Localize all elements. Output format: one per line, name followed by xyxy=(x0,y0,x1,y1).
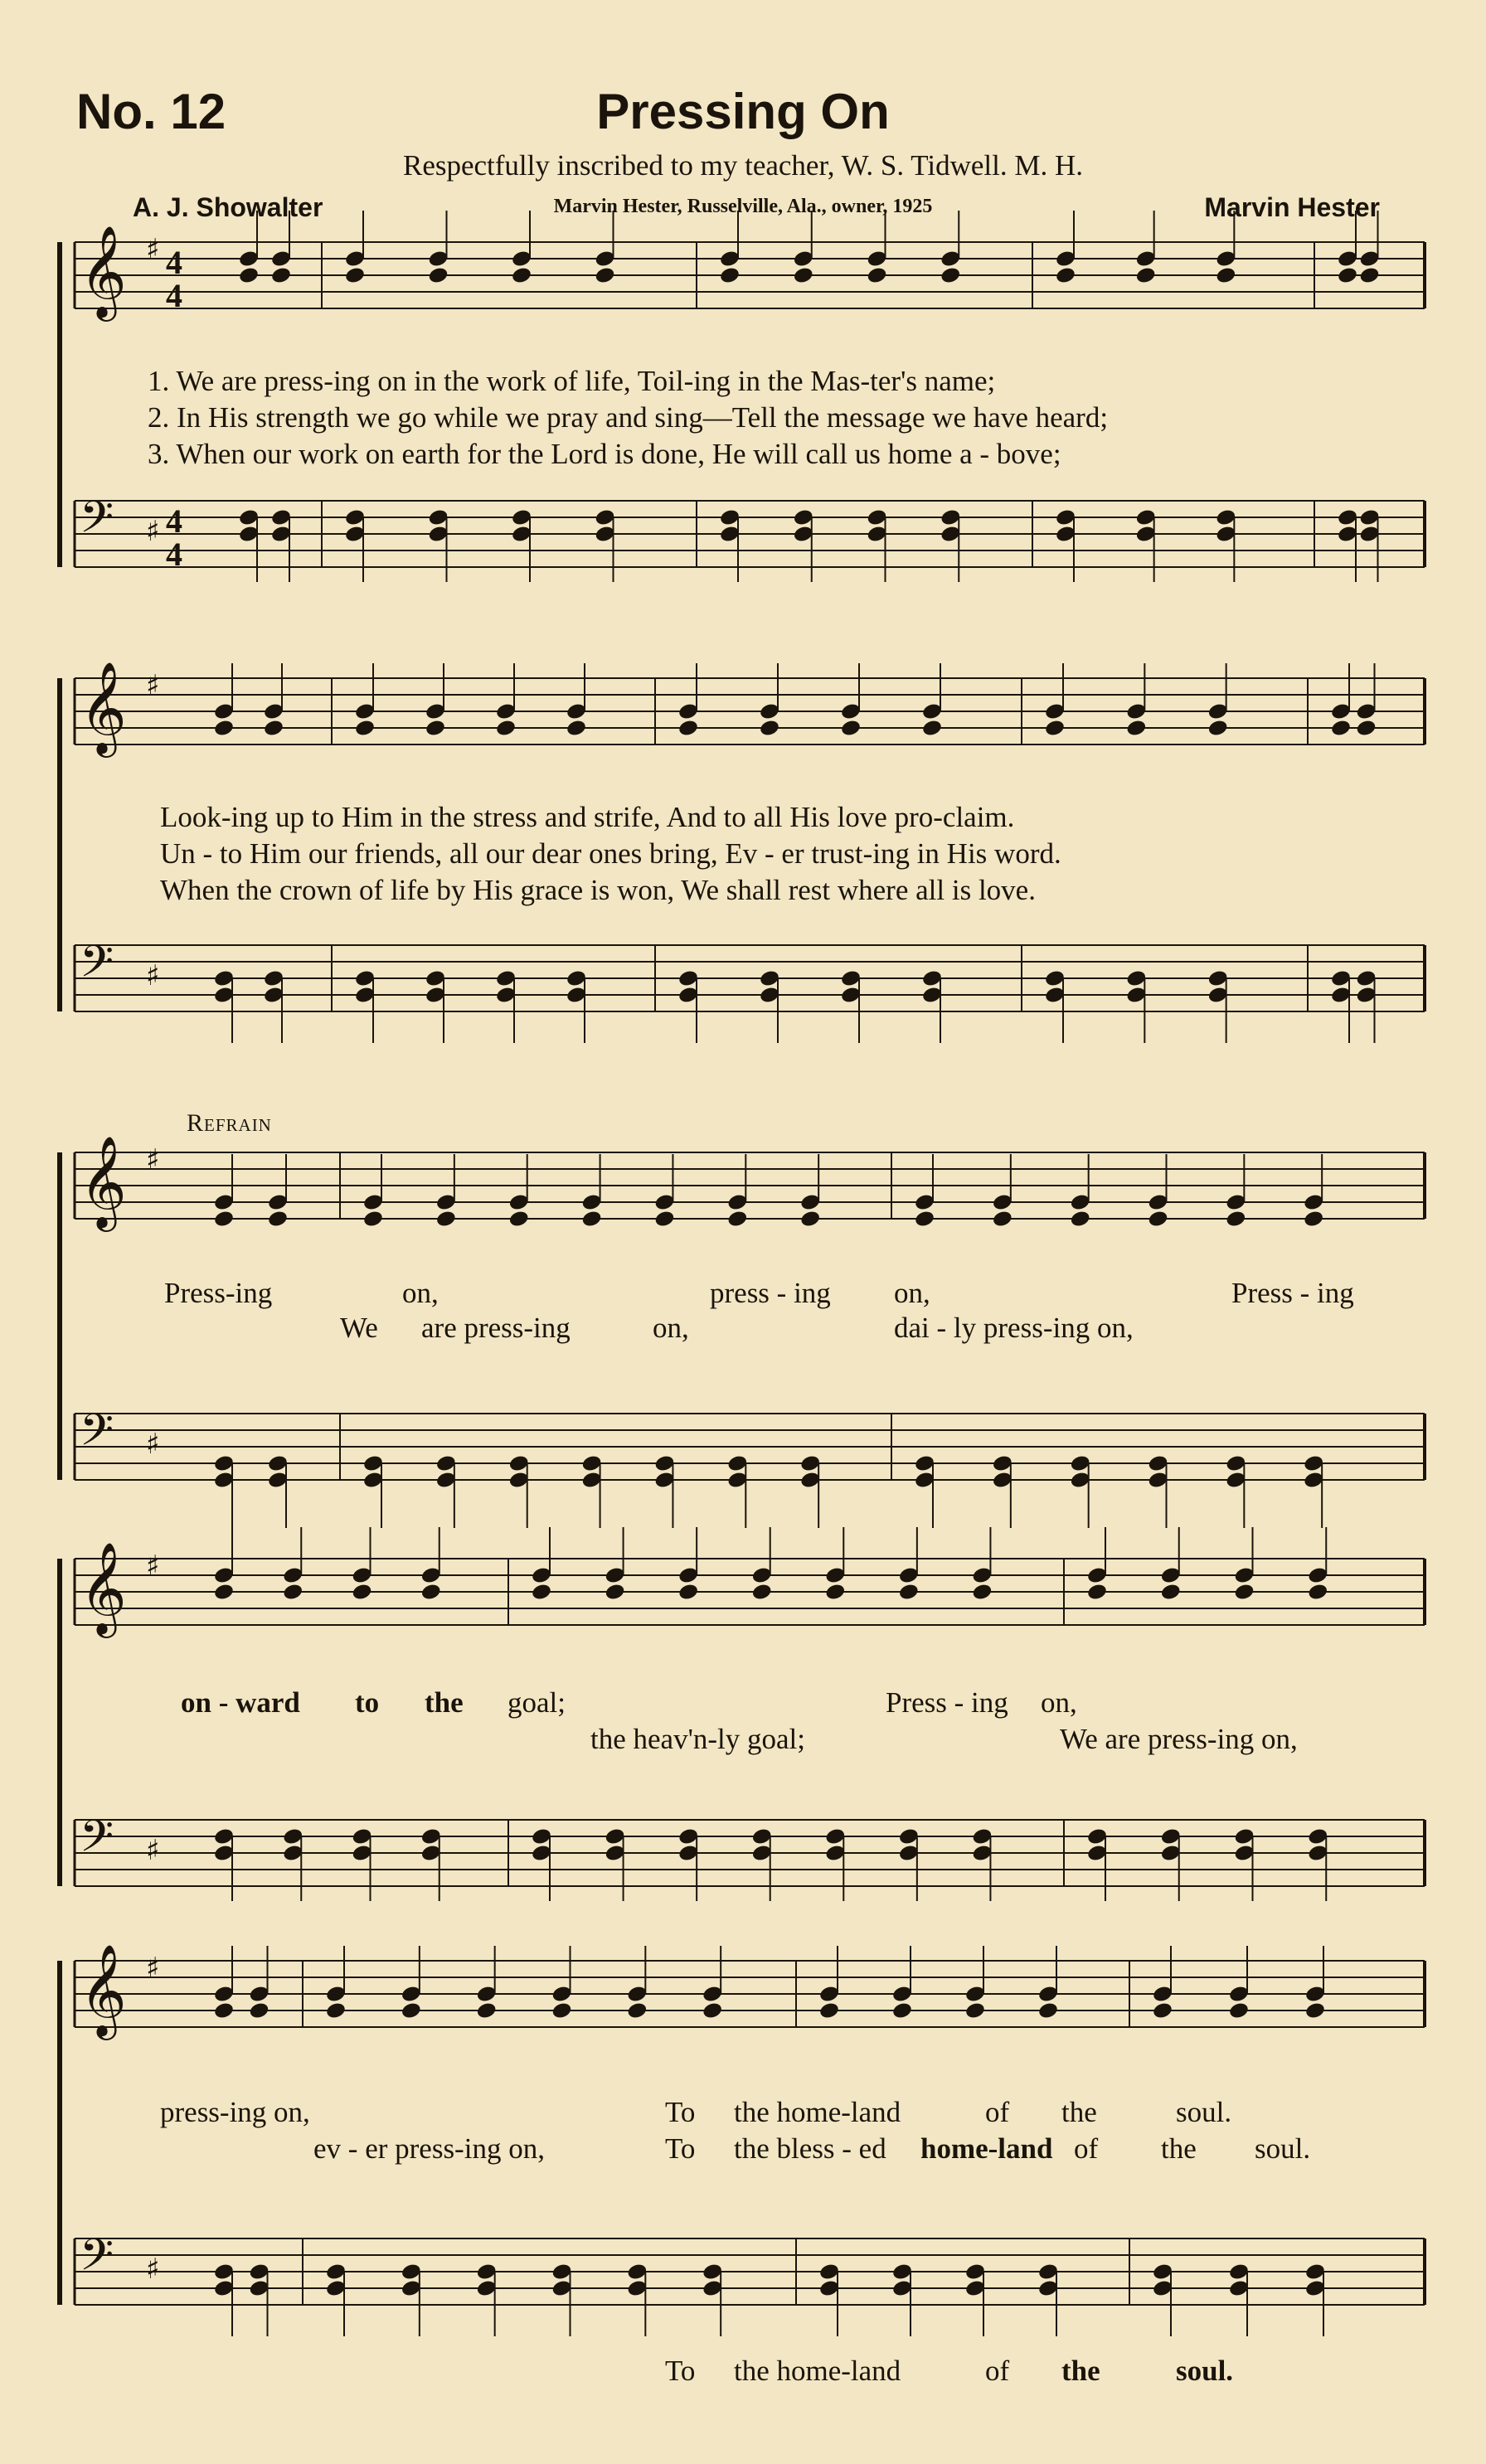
refrain-1-lower-3: on, xyxy=(653,1312,689,1344)
verse-2-line-2: Un - to Him our friends, all our dear ones bring, Ev - er trust-ing in His word. xyxy=(160,837,1061,870)
notehead xyxy=(476,2001,498,2020)
refrain-bass-5: soul. xyxy=(1176,2355,1234,2387)
refrain-3-lower-1: ev - er press-ing on, xyxy=(313,2132,545,2165)
notehead xyxy=(435,1210,457,1229)
verse-1-line-1: 1. We are press-ing on in the work of life, Toil-ing in the Mas-ter's name; xyxy=(148,365,996,397)
bass-clef-icon: 𝄢 xyxy=(80,2230,114,2292)
hymn-number: No. 12 xyxy=(76,84,226,139)
refrain-3-upper-3: the home-land xyxy=(734,2096,901,2128)
notehead xyxy=(759,719,780,738)
notehead xyxy=(940,266,961,285)
refrain-3-lower-5: of xyxy=(1074,2132,1099,2165)
refrain-bass-1: To xyxy=(665,2355,696,2387)
notehead xyxy=(914,1210,935,1229)
verse-1-line-2: Look-ing up to Him in the stress and strife, And to all His love pro-claim. xyxy=(160,801,1015,833)
notehead xyxy=(580,1210,602,1229)
hymn-title: Pressing On xyxy=(596,84,890,139)
notehead xyxy=(531,1583,552,1602)
notehead xyxy=(213,719,235,738)
verse-2-line-1: 2. In His strength we go while we pray and sing—Tell the message we have heard; xyxy=(148,401,1109,434)
refrain-2-upper-1: on - ward xyxy=(181,1686,300,1719)
notehead xyxy=(401,2001,422,2020)
notehead xyxy=(653,1210,675,1229)
notehead xyxy=(1337,266,1358,285)
notehead xyxy=(427,266,449,285)
notehead xyxy=(354,719,376,738)
refrain-3-lower-7: soul. xyxy=(1255,2132,1311,2165)
notehead xyxy=(594,266,615,285)
bass-clef-icon: 𝄢 xyxy=(80,492,114,554)
refrain-3-upper-5: the xyxy=(1061,2096,1097,2128)
notehead xyxy=(420,1583,442,1602)
refrain-2-upper-2: to xyxy=(355,1686,380,1719)
verse-3-line-1: 3. When our work on earth for the Lord is done, He will call us home a - bove; xyxy=(148,438,1061,470)
refrain-2-lower-2: We are press-ing on, xyxy=(1060,1723,1298,1755)
refrain-1-lower-4: dai - ly press-ing on, xyxy=(894,1312,1134,1344)
refrain-3-upper-4: of xyxy=(985,2096,1010,2128)
treble-clef-icon: 𝄞 xyxy=(80,1541,127,1634)
refrain-3-lower-2: To xyxy=(665,2132,696,2165)
treble-clef-icon: 𝄞 xyxy=(80,661,127,754)
bass-clef-icon: 𝄢 xyxy=(80,1405,114,1467)
notehead xyxy=(213,1583,235,1602)
sharp-icon: ♯ xyxy=(146,1834,160,1867)
notehead xyxy=(495,719,517,738)
notehead xyxy=(799,1210,821,1229)
notehead xyxy=(1228,2001,1250,2020)
notehead xyxy=(1125,719,1147,738)
notehead xyxy=(263,719,284,738)
notehead xyxy=(818,2001,840,2020)
notehead xyxy=(824,1583,846,1602)
verse-3-line-2: When the crown of life by His grace is won, We shall rest where all is love. xyxy=(160,874,1036,906)
notehead xyxy=(1225,1210,1246,1229)
refrain-bass-3: of xyxy=(985,2355,1010,2387)
notehead xyxy=(1147,1210,1168,1229)
notehead xyxy=(351,1583,372,1602)
refrain-3-upper-1: press-ing on, xyxy=(160,2096,310,2128)
notehead xyxy=(1304,2001,1326,2020)
notehead xyxy=(971,1583,993,1602)
notehead xyxy=(1215,266,1236,285)
notehead xyxy=(344,266,366,285)
sharp-icon: ♯ xyxy=(146,669,160,702)
refrain-3-lower-3: the bless - ed xyxy=(734,2132,886,2165)
refrain-2-upper-6: on, xyxy=(1041,1686,1077,1719)
refrain-1-upper-1: Press-ing xyxy=(164,1277,273,1309)
notehead xyxy=(248,2001,270,2020)
refrain-bass-4: the xyxy=(1061,2355,1100,2387)
refrain-1-lower-1: We xyxy=(340,1312,378,1344)
notehead xyxy=(891,2001,913,2020)
notehead xyxy=(1086,1583,1108,1602)
arranger-credit: A. J. Showalter xyxy=(133,192,323,222)
sharp-icon: ♯ xyxy=(146,1952,160,1985)
notehead xyxy=(1135,266,1157,285)
notehead xyxy=(1037,2001,1059,2020)
time-signature-bottom: 4 xyxy=(166,277,182,314)
notehead xyxy=(992,1210,1013,1229)
refrain-1-lower-2: are press-ing xyxy=(421,1312,571,1344)
refrain-label: Refrain xyxy=(187,1109,272,1137)
notehead xyxy=(751,1583,773,1602)
refrain-bass-2: the home-land xyxy=(734,2355,901,2387)
refrain-3-lower-6: the xyxy=(1161,2132,1197,2165)
notehead xyxy=(1358,266,1380,285)
refrain-2-lower-1: the heav'n-ly goal; xyxy=(590,1723,805,1755)
refrain-1-upper-3: press - ing xyxy=(710,1277,831,1309)
notehead xyxy=(1355,719,1377,738)
sharp-icon: ♯ xyxy=(146,1550,160,1583)
notehead xyxy=(726,1210,748,1229)
notehead xyxy=(677,1583,699,1602)
notehead xyxy=(508,1210,530,1229)
notehead xyxy=(238,266,260,285)
time-signature-top: 4 xyxy=(166,244,182,281)
notehead xyxy=(921,719,943,738)
notehead xyxy=(213,2001,235,2020)
notehead xyxy=(964,2001,986,2020)
notehead xyxy=(1044,719,1066,738)
notehead xyxy=(1303,1210,1324,1229)
notehead xyxy=(1160,1583,1182,1602)
sharp-icon: ♯ xyxy=(146,515,160,548)
notehead xyxy=(1307,1583,1328,1602)
notehead xyxy=(566,719,587,738)
notehead xyxy=(551,2001,572,2020)
refrain-2-upper-5: Press - ing xyxy=(886,1686,1008,1719)
notehead xyxy=(1152,2001,1173,2020)
notehead xyxy=(282,1583,304,1602)
notehead xyxy=(362,1210,384,1229)
notehead xyxy=(267,1210,289,1229)
notehead xyxy=(270,266,292,285)
notehead xyxy=(866,266,887,285)
notehead xyxy=(1330,719,1352,738)
time-signature-bottom: 4 xyxy=(166,536,182,573)
time-signature-top: 4 xyxy=(166,502,182,540)
notehead xyxy=(1207,719,1229,738)
notehead xyxy=(213,1210,235,1229)
bass-clef-icon: 𝄢 xyxy=(80,937,114,998)
refrain-3-lower-4: home-land xyxy=(920,2132,1053,2165)
notehead xyxy=(898,1583,920,1602)
notehead xyxy=(325,2001,347,2020)
treble-clef-icon: 𝄞 xyxy=(80,1943,127,2036)
sharp-icon: ♯ xyxy=(146,959,160,992)
notehead xyxy=(702,2001,723,2020)
notehead xyxy=(719,266,741,285)
treble-clef-icon: 𝄞 xyxy=(80,225,127,318)
sharp-icon: ♯ xyxy=(146,1428,160,1461)
refrain-2-upper-4: goal; xyxy=(507,1686,566,1719)
notehead xyxy=(677,719,699,738)
refrain-2-upper-3: the xyxy=(425,1686,464,1719)
copyright-note: Marvin Hester, Russelville, Ala., owner, 1925 xyxy=(553,196,933,217)
notehead xyxy=(626,2001,648,2020)
notehead xyxy=(604,1583,625,1602)
notehead xyxy=(1233,1583,1255,1602)
sharp-icon: ♯ xyxy=(146,233,160,266)
sharp-icon: ♯ xyxy=(146,2253,160,2286)
composer-credit: Marvin Hester xyxy=(1204,192,1380,222)
refrain-1-upper-2: on, xyxy=(402,1277,439,1309)
refrain-3-upper-6: soul. xyxy=(1176,2096,1232,2128)
refrain-3-upper-2: To xyxy=(665,2096,696,2128)
sharp-icon: ♯ xyxy=(146,1143,160,1176)
notehead xyxy=(425,719,446,738)
notehead xyxy=(840,719,862,738)
notehead xyxy=(1055,266,1076,285)
bass-clef-icon: 𝄢 xyxy=(80,1812,114,1873)
refrain-1-upper-5: Press - ing xyxy=(1231,1277,1354,1309)
notehead xyxy=(793,266,814,285)
notehead xyxy=(511,266,532,285)
dedication: Respectfully inscribed to my teacher, W. S. Tidwell. M. H. xyxy=(402,149,1084,182)
notehead xyxy=(1070,1210,1091,1229)
treble-clef-icon: 𝄞 xyxy=(80,1135,127,1228)
refrain-1-upper-4: on, xyxy=(894,1277,930,1309)
